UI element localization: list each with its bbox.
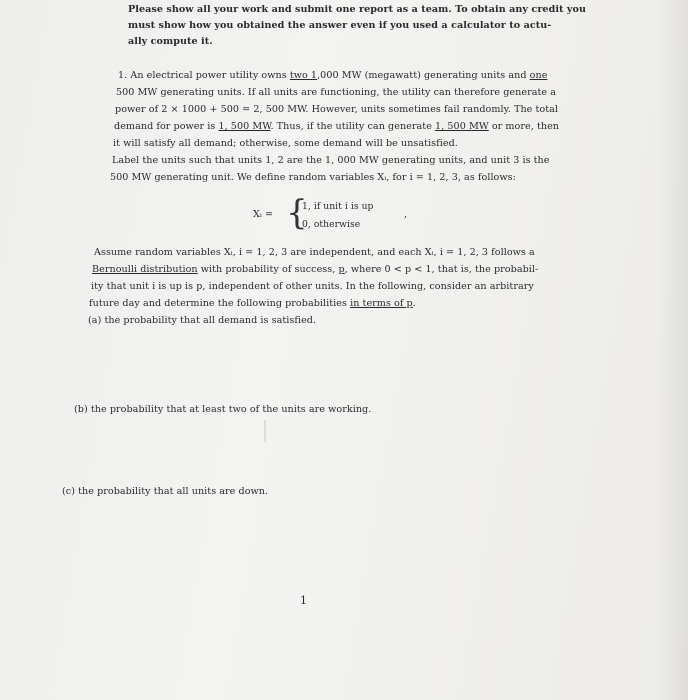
page-shadow xyxy=(658,0,688,700)
q1-line-3: power of 2 × 1000 + 500 = 2, 500 MW. However, units sometimes fail randomly. The total xyxy=(115,104,559,115)
q1-text-underlined: 1, 500 MW xyxy=(218,121,271,132)
page-number: 1 xyxy=(300,594,307,607)
assumption-line-3: ity that unit i is up is p, independent of other units. In the following, consider an arbitrary xyxy=(91,281,534,292)
definition-comma: , xyxy=(404,209,408,220)
question-c: (c) the probability that all units are down. xyxy=(62,486,269,497)
instructions-text: Please show all your work and submit one report as a team. xyxy=(128,4,452,15)
q1-line-2: 500 MW generating units. If all units are functioning, the utility can therefore generate a xyxy=(116,87,556,98)
in-terms-of-p-underlined: in terms of p xyxy=(350,298,413,309)
q1-text: . Thus, if the utility can generate xyxy=(270,121,436,132)
bleed-through-mark xyxy=(264,420,266,442)
q1-line-4 xyxy=(114,121,559,132)
p-underlined: p xyxy=(338,264,345,275)
question-b: (b) the probability that at least two of the units are working. xyxy=(74,404,372,415)
instructions-text: To obtain any credit you xyxy=(451,4,587,15)
assumption-text: future day and determine the following probabilities xyxy=(89,298,351,309)
q1-text: ,000 MW (megawatt) generating units and xyxy=(317,70,530,81)
definition-lhs: Xᵢ = xyxy=(253,209,274,220)
definition-brace: { xyxy=(286,193,308,233)
instructions-line-3: ally compute it. xyxy=(128,36,213,47)
q1-text: 1. An electrical power utility owns xyxy=(118,70,290,81)
q1-text: or more, then xyxy=(488,121,560,132)
q1-line-7: 500 MW generating unit. We define random variables Xᵢ, for i = 1, 2, 3, as follows: xyxy=(110,172,516,183)
q1-text-underlined: 1, 500 MW xyxy=(435,121,489,132)
q1-line-6: Label the units such that units 1, 2 are the 1, 000 MW generating units, and unit 3 is the xyxy=(112,155,550,166)
bernoulli-underlined: Bernoulli distribution xyxy=(92,264,198,275)
assumption-text: with probability of success, xyxy=(197,264,339,275)
assumption-text: . xyxy=(412,298,416,309)
q1-text: demand for power is xyxy=(114,121,219,132)
q1-text-annotated: two 1 xyxy=(289,70,318,81)
q1-line-1 xyxy=(118,70,547,81)
q1-line-5: it will satisfy all demand; otherwise, some demand will be unsatisfied. xyxy=(113,138,458,149)
q1-text-annotated: one xyxy=(529,70,548,81)
question-a: (a) the probability that all demand is satisfied. xyxy=(88,315,317,326)
assumption-line-1: Assume random variables Xᵢ, i = 1, 2, 3 are independent, and each Xᵢ, i = 1, 2, 3 follows a xyxy=(94,247,535,258)
assumption-line-2 xyxy=(92,264,538,275)
instructions-line-1 xyxy=(128,4,586,15)
assumption-text: , where 0 < p < 1, that is, the probabil- xyxy=(344,264,539,275)
instructions-line-2: must show how you obtained the answer even if you used a calculator to actu- xyxy=(128,20,552,31)
definition-case-2: 0, otherwise xyxy=(302,219,361,230)
definition-case-1: 1, if unit i is up xyxy=(302,201,374,212)
assumption-line-4 xyxy=(89,298,416,309)
